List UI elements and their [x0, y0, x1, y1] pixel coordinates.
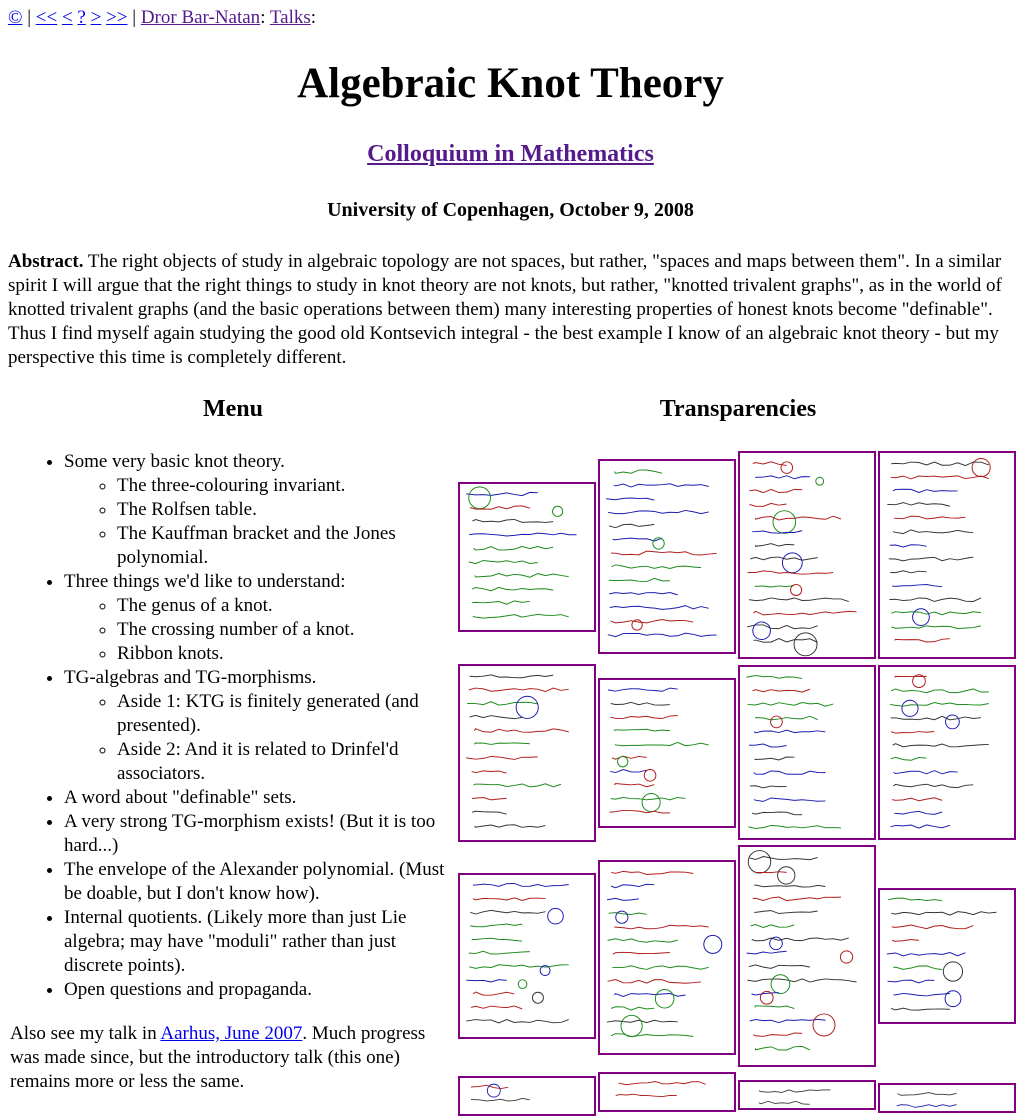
last-link[interactable]: >> — [106, 7, 128, 28]
transparency-9-thumbnail[interactable] — [458, 873, 596, 1039]
sketch-icon — [460, 484, 594, 630]
abstract-text: The right objects of study in algebraic topology are not spaces, but rather, "spaces and maps between them". In a similar spirit I will argue that the right things to study in knot theory are not knots, but rather, "knotted trivalent graphs", as in the world of knotted trivalent graphs (and the basic operations between them) many interesting properties of honest knots become "definable". Thus I find myself again studying the good old Kontsevich integral - the best example I know of an algebraic knot theory - but my perspective this time is completely different. — [8, 251, 1002, 368]
menu-item — [64, 858, 450, 906]
menu-item-label: Three things we'd like to understand: — [64, 571, 346, 592]
submenu-item: ◦ The genus of a knot. — [117, 594, 450, 618]
menu-item-label: The envelope of the Alexander polynomial. (Must be doable, but I don't know how). — [64, 859, 445, 904]
menu-item — [64, 666, 450, 786]
date-line: University of Copenhagen, October 9, 2008 — [327, 199, 694, 221]
sketch-icon — [880, 453, 1014, 657]
menu-item — [64, 906, 450, 978]
menu-item-label: Internal quotients. (Likely more than just Lie algebra; may have "moduli" rather than just discrete points). — [64, 907, 407, 976]
sketch-icon — [460, 666, 594, 840]
abstract — [8, 250, 1018, 370]
sketch-icon — [740, 667, 874, 838]
author-link[interactable]: Dror Bar-Natan — [140, 7, 261, 28]
help-link[interactable]: ? — [77, 7, 86, 28]
transparency-11-thumbnail[interactable] — [738, 845, 876, 1067]
submenu-item: ◦ Aside 1: KTG is finitely generated (and presented). — [117, 690, 450, 738]
also-see-paragraph — [10, 1022, 450, 1094]
sketch-icon — [880, 890, 1014, 1022]
prev-link[interactable]: < — [61, 7, 73, 28]
nav-separator: | — [132, 7, 137, 28]
menu-item — [64, 786, 450, 810]
transparency-8-thumbnail[interactable] — [878, 665, 1016, 840]
transparency-14-thumbnail[interactable] — [598, 1072, 736, 1112]
transparency-10-thumbnail[interactable] — [598, 860, 736, 1055]
submenu — [64, 594, 450, 666]
submenu-item: ◦ Ribbon knots. — [117, 642, 450, 666]
also-see-text-rest: . Much progress was made since, but the introductory talk (this one) remains more or less the same. — [10, 1023, 426, 1092]
sketch-icon — [880, 1085, 1014, 1111]
menu-item-label: Open questions and propaganda. — [64, 979, 312, 1000]
sketch-icon — [740, 847, 874, 1065]
navigation-bar — [8, 6, 316, 30]
transparencies-heading: Transparencies — [659, 396, 817, 422]
nav-colon: : — [260, 7, 266, 28]
talks-link[interactable]: Talks — [269, 7, 311, 28]
menu-list — [10, 450, 450, 1002]
nav-colon: : — [310, 7, 317, 28]
sketch-icon — [460, 875, 594, 1037]
first-link[interactable]: << — [35, 7, 58, 28]
subtitle-container — [0, 140, 1021, 168]
abstract-label: Abstract. — [8, 251, 84, 272]
menu-item-label: A word about "definable" sets. — [64, 787, 297, 808]
aarhus-link[interactable]: Aarhus, June 2007 — [160, 1023, 303, 1044]
sketch-icon — [740, 453, 874, 657]
transparency-1-thumbnail[interactable] — [458, 482, 596, 632]
transparency-13-thumbnail[interactable] — [458, 1076, 596, 1116]
menu-item — [64, 450, 450, 570]
sketch-icon — [600, 1074, 734, 1110]
sketch-icon — [740, 1082, 874, 1108]
submenu-item: ◦ The three-colouring invariant. — [117, 474, 450, 498]
nav-separator: | — [27, 7, 31, 28]
submenu-item: ◦ The Rolfsen table. — [117, 498, 450, 522]
submenu — [64, 690, 450, 786]
menu-item-label: TG-algebras and TG-morphisms. — [64, 667, 317, 688]
transparency-15-thumbnail[interactable] — [738, 1080, 876, 1110]
colloquium-link[interactable]: Colloquium in Mathematics — [367, 141, 654, 167]
transparency-2-thumbnail[interactable] — [598, 459, 736, 654]
transparency-5-thumbnail[interactable] — [458, 664, 596, 842]
sketch-icon — [600, 862, 734, 1053]
transparency-3-thumbnail[interactable] — [738, 451, 876, 659]
page-title: Algebraic Knot Theory — [297, 60, 724, 107]
sketch-icon — [600, 680, 734, 826]
transparency-16-thumbnail[interactable] — [878, 1083, 1016, 1113]
transparency-7-thumbnail[interactable] — [738, 665, 876, 840]
transparency-4-thumbnail[interactable] — [878, 451, 1016, 659]
menu-item-label: A very strong TG-morphism exists! (But it is too hard...) — [64, 811, 436, 856]
also-see-text: Also see my talk in — [10, 1023, 161, 1044]
next-link[interactable]: > — [90, 7, 102, 28]
menu-item — [64, 570, 450, 666]
copyright-link[interactable]: © — [8, 7, 23, 28]
menu-item — [64, 810, 450, 858]
sketch-icon — [600, 461, 734, 652]
menu-items — [10, 450, 450, 1002]
transparency-6-thumbnail[interactable] — [598, 678, 736, 828]
menu-item-label: Some very basic knot theory. — [64, 451, 285, 472]
sketch-icon — [880, 667, 1014, 838]
submenu-item: ◦ The Kauffman bracket and the Jones polynomial. — [117, 522, 450, 570]
menu-item — [64, 978, 450, 1002]
sketch-icon — [460, 1078, 594, 1114]
transparency-12-thumbnail[interactable] — [878, 888, 1016, 1024]
submenu — [64, 474, 450, 570]
submenu-item: ◦ The crossing number of a knot. — [117, 618, 450, 642]
submenu-item: ◦ Aside 2: And it is related to Drinfel'd associators. — [117, 738, 450, 786]
menu-heading: Menu — [203, 396, 263, 422]
